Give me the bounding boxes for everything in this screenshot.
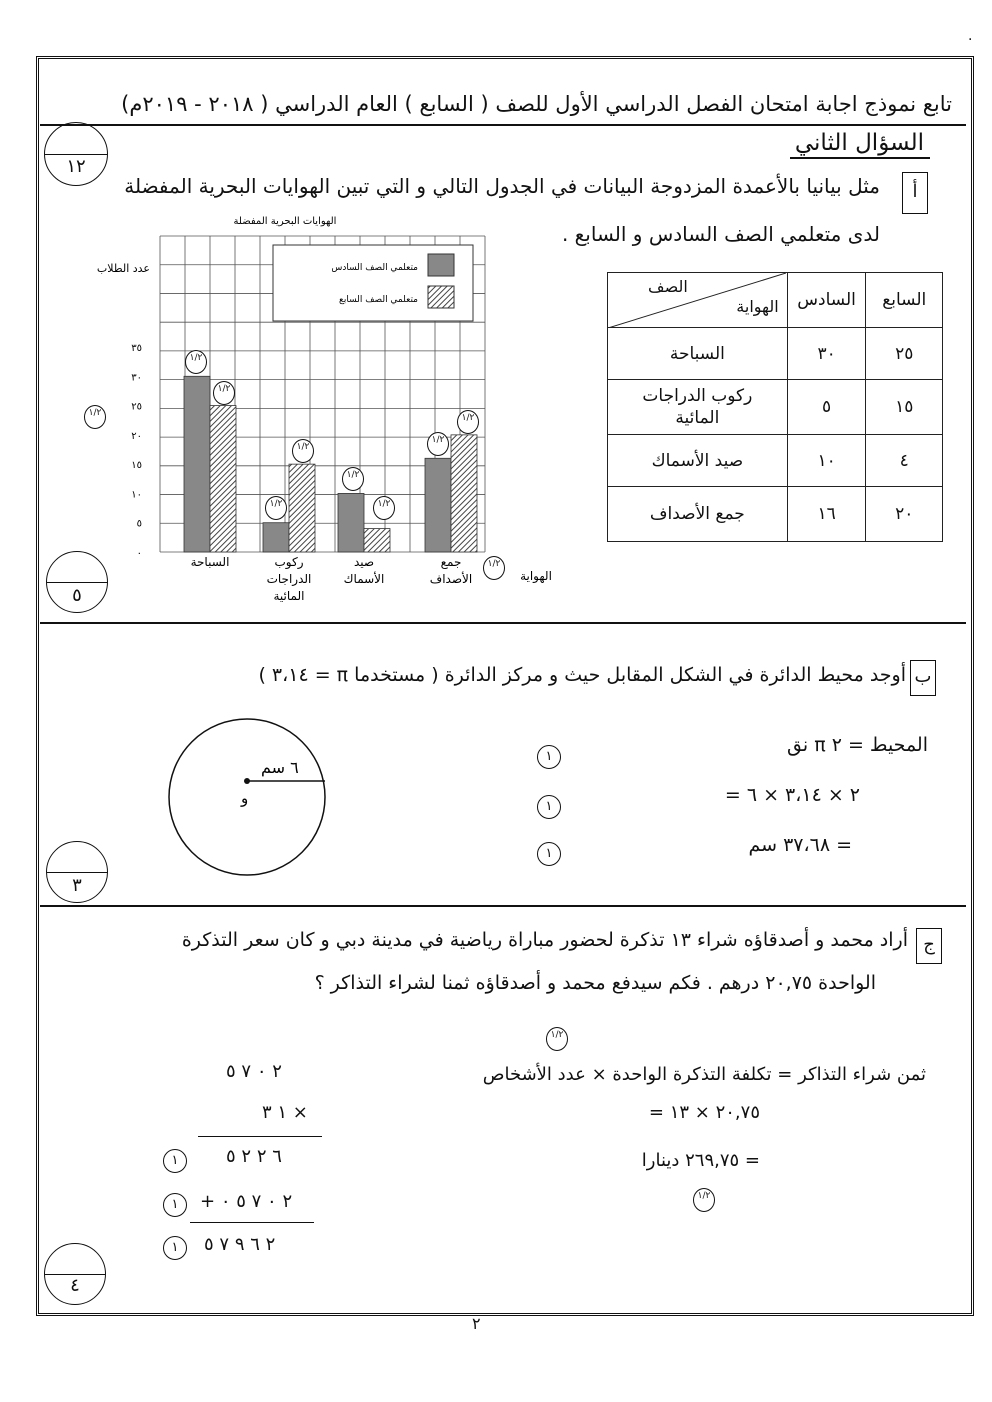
bar-seventh — [364, 529, 390, 552]
col-header-seventh: السابع — [866, 273, 943, 328]
bar-seventh — [451, 435, 477, 552]
step-mark-icon: ١ — [537, 842, 561, 866]
x-category-label: صيد الأسماك — [343, 555, 385, 586]
ticket-step3: = ٢٦٩,٧٥ دينارا — [641, 1150, 760, 1171]
y-tick-label: ٣٠ — [131, 372, 142, 384]
row-seventh: ٢٠ — [866, 487, 943, 542]
step-mark-icon: ١ — [537, 795, 561, 819]
section-title: السؤال الثاني — [794, 130, 924, 156]
mult-line5: ٢ ٦ ٩ ٧ ٥ — [204, 1234, 276, 1255]
y-tick-label: ١٥ — [131, 460, 142, 472]
perimeter-step1: المحيط = ٢ π نق — [787, 734, 928, 756]
half-mark-icon: ١/٢ — [292, 439, 314, 463]
half-mark-icon: ١/٢ — [427, 432, 449, 456]
row-seventh: ١٥ — [866, 380, 943, 435]
mult-rule — [190, 1222, 314, 1223]
part-b-label: ب — [910, 660, 936, 696]
row-sixth: ١٦ — [787, 487, 866, 542]
page-header: تابع نموذج اجابة امتحان الفصل الدراسي الأول للصف ( السابع ) العام الدراسي ( ٢٠١٨ - ٢٠١٩م) — [121, 92, 952, 116]
y-tick-label: ٠ — [136, 548, 142, 559]
total-mark: ١٢ — [66, 156, 86, 177]
table-row — [608, 328, 943, 380]
half-mark-icon: ١/٢ — [483, 556, 505, 580]
y-axis-label: عدد الطلاب — [96, 262, 150, 275]
corner-bottom-label: الهواية — [736, 297, 779, 316]
half-mark-icon: ١/٢ — [546, 1027, 568, 1051]
table-row — [608, 487, 943, 542]
y-tick-label: ٣٥ — [131, 343, 142, 354]
x-axis-label: الهواية — [520, 569, 552, 583]
perimeter-step2: = ٢ × ٣،١٤ × ٦ — [724, 784, 860, 806]
center-label: و — [241, 789, 249, 807]
bar-sixth — [184, 376, 210, 552]
y-tick-label: ٥ — [136, 518, 142, 530]
y-tick-label: ٢٥ — [131, 401, 142, 413]
half-mark-icon: ١/٢ — [185, 350, 207, 374]
corner-dot: . — [968, 28, 973, 44]
half-mark-icon: ١/٢ — [265, 496, 287, 520]
half-mark-icon: ١/٢ — [84, 405, 106, 429]
part-a-mark: ٥ — [72, 585, 82, 606]
hobbies-table — [607, 272, 943, 542]
legend-label-seventh: متعلمي الصف السابع — [339, 295, 418, 305]
chart-legend — [273, 245, 473, 321]
section-title-underline — [790, 157, 930, 159]
x-category-label: جمع الأصداف — [429, 555, 473, 586]
table-row — [608, 435, 943, 487]
mult-line2: ١ ٣ × — [262, 1102, 308, 1123]
step-mark-icon: ١ — [163, 1149, 187, 1173]
step-mark-icon: ١ — [537, 745, 561, 769]
half-mark-icon: ١/٢ — [342, 467, 364, 491]
part-a-question-line2: لدى متعلمي الصف السادس و السابع . — [561, 222, 880, 246]
corner-top-label: الصف — [648, 277, 688, 296]
section-divider — [40, 622, 966, 624]
part-c-mark-circle — [44, 1243, 106, 1305]
legend-swatch-sixth — [428, 254, 454, 276]
radius-label: ٦ سم — [261, 758, 299, 777]
row-hobby: ركوب الدراجات المائية — [608, 380, 788, 435]
part-c-mark: ٤ — [70, 1275, 80, 1296]
legend-swatch-seventh — [428, 286, 454, 308]
step-mark-icon: ١ — [163, 1236, 187, 1260]
step-mark-icon: ١ — [163, 1193, 187, 1217]
bar-sixth — [425, 458, 451, 552]
row-sixth: ٥ — [787, 380, 866, 435]
row-sixth: ٣٠ — [787, 328, 866, 380]
bar-sixth — [338, 493, 364, 552]
bar-sixth — [263, 523, 289, 552]
half-mark-icon: ١/٢ — [693, 1188, 715, 1212]
section-divider — [40, 905, 966, 907]
part-c-question-line2: الواحدة ٢٠,٧٥ درهم . فكم سيدفع محمد و أصدقاؤه ثمنا لشراء التذاكر ؟ — [314, 972, 876, 994]
x-category-label: السباحة — [190, 555, 230, 569]
total-mark-circle — [44, 122, 108, 186]
half-mark-icon: ١/٢ — [213, 381, 235, 405]
part-a-question-line1: مثل بيانيا بالأعمدة المزدوجة البيانات في الجدول التالي و التي تبين الهوايات البحرية المفضلة — [124, 174, 880, 198]
perimeter-step3: = ٣٧،٦٨ سم — [748, 834, 852, 856]
half-mark-icon: ١/٢ — [457, 410, 479, 434]
header-divider — [40, 124, 966, 126]
page-number: ٢ — [472, 1314, 481, 1333]
part-a-label: أ — [902, 172, 928, 214]
ticket-step2: = ٢٠,٧٥ × ١٣ — [648, 1102, 760, 1123]
col-header-sixth: السادس — [787, 273, 866, 328]
half-mark-icon: ١/٢ — [373, 496, 395, 520]
bar-seventh — [210, 406, 236, 552]
x-category-label: ركوب الدراجات المائية — [266, 555, 312, 603]
circle-figure — [165, 715, 335, 885]
row-hobby: السباحة — [608, 328, 788, 380]
part-b-mark-circle — [46, 841, 108, 903]
part-b-mark: ٣ — [72, 875, 82, 896]
mult-line3: ٦ ٢ ٢ ٥ — [226, 1146, 282, 1167]
table-corner-cell — [608, 273, 788, 328]
row-sixth: ١٠ — [787, 435, 866, 487]
y-tick-label: ١٠ — [131, 489, 142, 501]
bar-seventh — [289, 464, 315, 552]
part-a-mark-circle — [46, 551, 108, 613]
part-b-question: أوجد محيط الدائرة في الشكل المقابل حيث و مركز الدائرة ( مستخدما π = ٣،١٤ ) — [258, 664, 906, 686]
legend-label-sixth: متعلمي الصف السادس — [331, 263, 418, 273]
row-seventh: ٢٥ — [866, 328, 943, 380]
mult-line1: ٢ ٠ ٧ ٥ — [226, 1061, 282, 1082]
table-row — [608, 380, 943, 435]
chart-title: الهوايات البحرية المفضلة — [233, 216, 337, 227]
part-c-question-line1: أراد محمد و أصدقاؤه شراء ١٣ تذكرة لحضور مباراة رياضية في مدينة دبي و كان سعر التذكرة — [181, 929, 908, 951]
mult-rule — [198, 1136, 322, 1137]
row-seventh: ٤ — [866, 435, 943, 487]
ticket-step1: ثمن شراء التذاكر = تكلفة التذكرة الواحدة × عدد الأشخاص — [482, 1064, 926, 1085]
part-c-label: ج — [916, 928, 942, 964]
row-hobby: جمع الأصداف — [608, 487, 788, 542]
row-hobby: صيد الأسماك — [608, 435, 788, 487]
y-tick-label: ٢٠ — [131, 430, 142, 442]
mult-line4: + ٢ ٠ ٧ ٥ ٠ — [200, 1191, 293, 1212]
